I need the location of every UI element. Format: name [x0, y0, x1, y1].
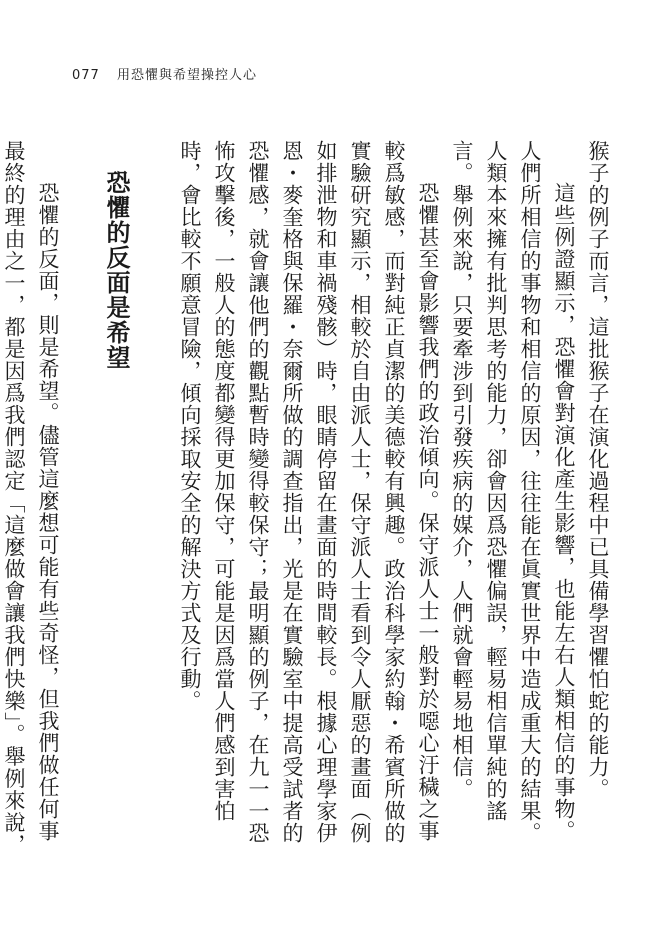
paragraph-politics: 恐懼甚至會影響我們的政治傾向。保守派人士一般對於噁心汙穢之事較爲敏感，而對純正貞潔的美德較有興趣。政治科學家約翰・希賓所做的實驗研究顯示，相較於自由派人士，保守派人士看到令人厭惡的畫面（例如排泄物和車禍殘骸）時，眼睛停留在畫面的時間較長。根據心理學家伊恩・麥奎格與保羅・奈爾所做的調查指出，光是在實驗室中提高受試者的恐懼感，就會讓他們的觀點暫時變得較保守；最明顯的例子，在九一一恐怖攻擊後，一般人的態度都變得更加保守，可能是因爲當人們感到害怕時，會比較不願意冒險，傾向採取安全的解決方式及行動。 — [178, 140, 440, 844]
running-head — [72, 64, 257, 83]
section-heading: 恐懼的反面是希望 — [102, 170, 130, 370]
paragraph-hope: 恐懼的反面，則是希望。儘管這麼想可能有些奇怪，但我們做任何事最終的理由之一，都是因爲我們認定「這麼做會讓我們快樂」。舉例來說， — [2, 140, 60, 856]
paragraph-continued: 猴子的例子而言，這批猴子在演化過程中已具備學習懼怕蛇的能力。 — [586, 140, 610, 800]
page-number: 077 — [72, 68, 100, 83]
body-text — [0, 140, 615, 860]
paragraph-evolution: 這些例證顯示，恐懼會對演化產生影響，也能左右人類相信的事物。人們所相信的事物和相信的原因，往往能在眞實世界中造成重大的結果。人類本來擁有批判思考的能力，卻會因爲恐懼偏誤，輕易相信單純的謠言。舉例來說，只要牽涉到引發疾病的媒介，人們就會輕易地相信。 — [450, 140, 576, 844]
chapter-title: 用恐懼與希望操控人心 — [116, 68, 257, 83]
